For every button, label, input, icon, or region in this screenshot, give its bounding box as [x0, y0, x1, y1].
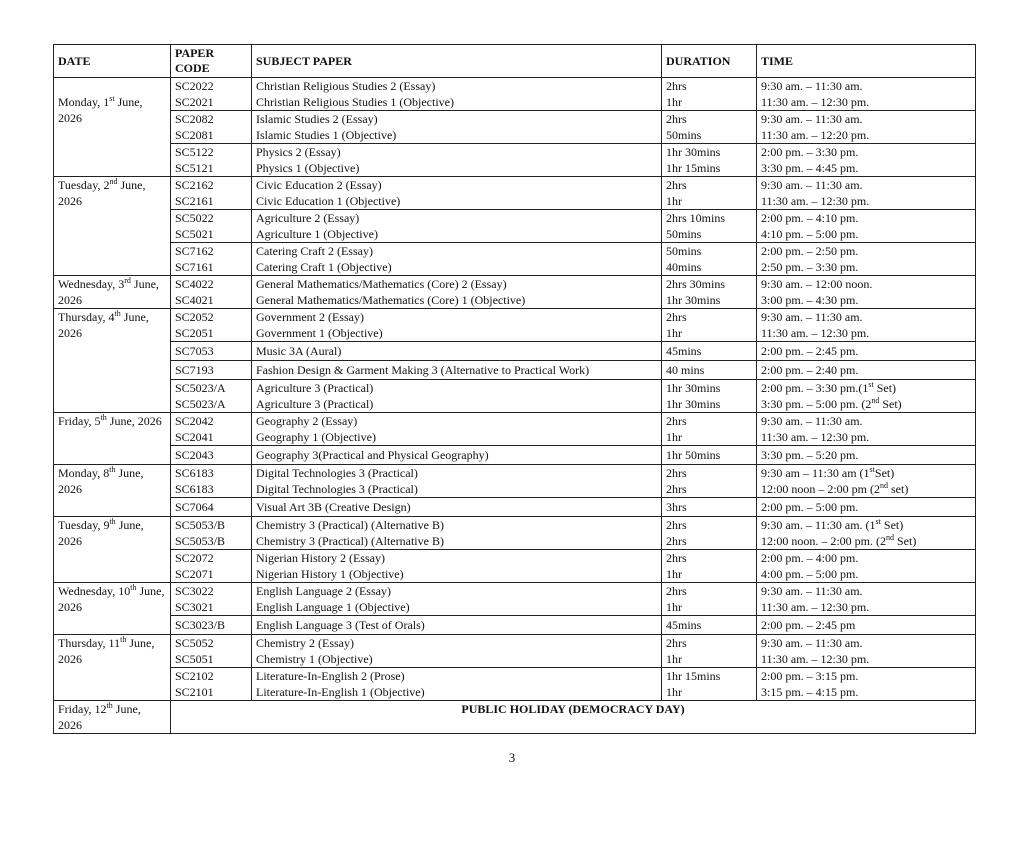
paper-code: SC3023/B: [175, 618, 226, 632]
exam-time: 2:00 pm. – 3:30 pm.: [761, 145, 859, 159]
table-row: [54, 210, 976, 243]
paper-code: SC2071: [175, 567, 214, 581]
exam-time-cell: [757, 210, 976, 243]
exam-time: 9:30 am – 11:30 am (1stSet): [761, 465, 895, 480]
exam-time-cell: [757, 616, 976, 635]
paper-code-cell: [171, 342, 252, 361]
exam-time: 9:30 am. – 12:00 noon.: [761, 277, 873, 291]
duration: 2hrs: [666, 584, 687, 598]
duration: 1hr 30mins: [666, 397, 721, 411]
exam-time: 9:30 am. – 11:30 am.: [761, 112, 863, 126]
paper-code-cell: [171, 177, 252, 210]
table-row: [54, 413, 976, 446]
timetable-body: [54, 78, 976, 734]
table-row: [54, 380, 976, 413]
exam-time-cell: [757, 517, 976, 550]
duration-cell: [662, 111, 757, 144]
paper-code: SC6183: [175, 466, 214, 480]
table-row: [54, 177, 976, 210]
exam-time: 4:00 pm. – 5:00 pm.: [761, 567, 859, 581]
exam-time-cell: [757, 583, 976, 616]
table-row: [54, 78, 976, 111]
duration: 1hr: [666, 326, 682, 340]
subject-paper: English Language 3 (Test of Orals): [256, 618, 425, 632]
exam-time: 3:30 pm. – 5:00 pm. (2nd Set): [761, 396, 902, 411]
paper-code: SC2042: [175, 414, 214, 428]
paper-code-cell: [171, 210, 252, 243]
holiday-row: [54, 701, 976, 734]
table-row: [54, 550, 976, 583]
duration: 2hrs: [666, 518, 687, 532]
subject-paper: Islamic Studies 2 (Essay): [256, 112, 378, 126]
exam-time-cell: [757, 635, 976, 668]
exam-time: 9:30 am. – 11:30 am.: [761, 310, 863, 324]
paper-code: SC5121: [175, 161, 214, 175]
duration: 2hrs: [666, 551, 687, 565]
subject-paper-cell: [252, 309, 662, 342]
table-row: [54, 243, 976, 276]
duration: 1hr 30mins: [666, 145, 721, 159]
subject-paper: Civic Education 2 (Essay): [256, 178, 382, 192]
duration-cell: [662, 583, 757, 616]
paper-code-cell: [171, 380, 252, 413]
table-row: [54, 616, 976, 635]
exam-time: 2:00 pm. – 4:10 pm.: [761, 211, 859, 225]
subject-paper-cell: [252, 668, 662, 701]
duration: 1hr: [666, 600, 682, 614]
paper-code-cell: [171, 413, 252, 446]
subject-paper: Digital Technologies 3 (Practical): [256, 482, 418, 496]
paper-code: SC2021: [175, 95, 214, 109]
paper-code: SC5053/B: [175, 534, 226, 548]
subject-paper-cell: [252, 517, 662, 550]
paper-code-cell: [171, 361, 252, 380]
paper-code-cell: [171, 309, 252, 342]
paper-code: SC2052: [175, 310, 214, 324]
paper-code-cell: [171, 583, 252, 616]
public-holiday-label: PUBLIC HOLIDAY (DEMOCRACY DAY): [171, 701, 976, 734]
duration: 3hrs: [666, 500, 687, 514]
subject-paper: Catering Craft 2 (Essay): [256, 244, 373, 258]
duration: 50mins: [666, 128, 702, 142]
paper-code: SC7161: [175, 260, 214, 274]
paper-code: SC5053/B: [175, 518, 226, 532]
paper-code: SC2081: [175, 128, 214, 142]
duration: 1hr: [666, 194, 682, 208]
header-paper-code: PAPER CODE: [171, 45, 252, 78]
subject-paper: Visual Art 3B (Creative Design): [256, 500, 411, 514]
exam-time: 2:00 pm. – 2:40 pm.: [761, 363, 859, 377]
exam-date: Friday, 5th June, 2026: [54, 413, 171, 465]
duration: 1hr: [666, 430, 682, 444]
subject-paper: Chemistry 3 (Practical) (Alternative B): [256, 518, 444, 532]
paper-code: SC5052: [175, 636, 214, 650]
subject-paper: Geography 1 (Objective): [256, 430, 376, 444]
table-row: [54, 342, 976, 361]
exam-time: 2:00 pm. – 2:45 pm.: [761, 344, 859, 358]
duration: 50mins: [666, 227, 702, 241]
exam-time: 2:00 pm. – 3:15 pm.: [761, 669, 859, 683]
paper-code-cell: [171, 668, 252, 701]
exam-time: 2:50 pm. – 3:30 pm.: [761, 260, 859, 274]
exam-time: 2:00 pm. – 2:50 pm.: [761, 244, 859, 258]
duration-cell: [662, 276, 757, 309]
exam-time: 9:30 am. – 11:30 am.: [761, 636, 863, 650]
duration-cell: [662, 550, 757, 583]
exam-time-cell: [757, 465, 976, 498]
subject-paper: Government 1 (Objective): [256, 326, 383, 340]
subject-paper: Government 2 (Essay): [256, 310, 364, 324]
exam-time-cell: [757, 144, 976, 177]
exam-time-cell: [757, 243, 976, 276]
exam-time: 4:10 pm. – 5:00 pm.: [761, 227, 859, 241]
duration: 50mins: [666, 244, 702, 258]
duration-cell: [662, 517, 757, 550]
paper-code: SC2162: [175, 178, 214, 192]
paper-code: SC5023/A: [175, 397, 226, 411]
exam-time-cell: [757, 111, 976, 144]
subject-paper: Agriculture 1 (Objective): [256, 227, 378, 241]
exam-time-cell: [757, 361, 976, 380]
paper-code: SC5021: [175, 227, 214, 241]
subject-paper: Physics 2 (Essay): [256, 145, 341, 159]
paper-code-cell: [171, 550, 252, 583]
subject-paper: English Language 2 (Essay): [256, 584, 391, 598]
header-date: DATE: [54, 45, 171, 78]
duration: 1hr 50mins: [666, 448, 721, 462]
duration-cell: [662, 380, 757, 413]
subject-paper: English Language 1 (Objective): [256, 600, 410, 614]
exam-time: 11:30 am. – 12:30 pm.: [761, 326, 870, 340]
table-row: [54, 465, 976, 498]
duration-cell: [662, 361, 757, 380]
subject-paper: Fashion Design & Garment Making 3 (Alternative to Practical Work): [256, 363, 590, 377]
duration-cell: [662, 342, 757, 361]
duration-cell: [662, 413, 757, 446]
exam-time: 12:00 noon. – 2:00 pm. (2nd Set): [761, 533, 917, 548]
exam-time: 11:30 am. – 12:30 pm.: [761, 600, 870, 614]
exam-time-cell: [757, 446, 976, 465]
duration: 1hr 15mins: [666, 669, 721, 683]
subject-paper: Chemistry 2 (Essay): [256, 636, 354, 650]
exam-date: Wednesday, 3rd June, 2026: [54, 276, 171, 309]
exam-time: 3:30 pm. – 5:20 pm.: [761, 448, 859, 462]
exam-time: 3:30 pm. – 4:45 pm.: [761, 161, 859, 175]
exam-time: 12:00 noon – 2:00 pm (2nd set): [761, 481, 909, 496]
duration-cell: [662, 465, 757, 498]
duration: 1hr: [666, 95, 682, 109]
duration: 1hr: [666, 652, 682, 666]
duration: 45mins: [666, 344, 702, 358]
exam-time: 11:30 am. – 12:30 pm.: [761, 95, 870, 109]
paper-code: SC3022: [175, 584, 214, 598]
duration: 2hrs: [666, 482, 687, 496]
paper-code: SC2051: [175, 326, 214, 340]
exam-date: Tuesday, 9th June, 2026: [54, 517, 171, 583]
exam-time: 11:30 am. – 12:20 pm.: [761, 128, 870, 142]
exam-time-cell: [757, 668, 976, 701]
subject-paper-cell: [252, 446, 662, 465]
duration-cell: [662, 668, 757, 701]
subject-paper-cell: [252, 243, 662, 276]
subject-paper-cell: [252, 361, 662, 380]
paper-code: SC2043: [175, 448, 214, 462]
exam-date: Monday, 8th June, 2026: [54, 465, 171, 517]
exam-time: 11:30 am. – 12:30 pm.: [761, 430, 870, 444]
paper-code: SC5022: [175, 211, 214, 225]
subject-paper: Literature-In-English 2 (Prose): [256, 669, 405, 683]
exam-date: Wednesday, 10th June, 2026: [54, 583, 171, 635]
duration: 2hrs: [666, 414, 687, 428]
duration: 2hrs: [666, 466, 687, 480]
paper-code-cell: [171, 498, 252, 517]
paper-code: SC7053: [175, 344, 214, 358]
exam-time: 9:30 am. – 11:30 am.: [761, 79, 863, 93]
exam-time: 11:30 am. – 12:30 pm.: [761, 652, 870, 666]
duration: 2hrs: [666, 636, 687, 650]
exam-time: 9:30 am. – 11:30 am.: [761, 414, 863, 428]
subject-paper-cell: [252, 210, 662, 243]
duration: 1hr 30mins: [666, 381, 721, 395]
exam-time: 2:00 pm. – 5:00 pm.: [761, 500, 859, 514]
paper-code-cell: [171, 616, 252, 635]
subject-paper-cell: [252, 413, 662, 446]
exam-time-cell: [757, 309, 976, 342]
exam-time-cell: [757, 177, 976, 210]
duration: 1hr 30mins: [666, 293, 721, 307]
table-row: [54, 144, 976, 177]
subject-paper-cell: [252, 380, 662, 413]
subject-paper-cell: [252, 144, 662, 177]
subject-paper: Literature-In-English 1 (Objective): [256, 685, 425, 699]
duration-cell: [662, 446, 757, 465]
duration-cell: [662, 177, 757, 210]
page-number: 3: [508, 750, 516, 765]
paper-code: SC6183: [175, 482, 214, 496]
paper-code-cell: [171, 243, 252, 276]
duration-cell: [662, 498, 757, 517]
subject-paper-cell: [252, 583, 662, 616]
duration: 1hr 15mins: [666, 161, 721, 175]
paper-code-cell: [171, 276, 252, 309]
paper-code: SC2161: [175, 194, 214, 208]
paper-code: SC4021: [175, 293, 214, 307]
subject-paper-cell: [252, 342, 662, 361]
exam-time: 3:00 pm. – 4:30 pm.: [761, 293, 859, 307]
header-time: TIME: [757, 45, 976, 78]
subject-paper-cell: [252, 111, 662, 144]
paper-code: SC2101: [175, 685, 214, 699]
subject-paper: Civic Education 1 (Objective): [256, 194, 401, 208]
table-row: [54, 635, 976, 668]
table-row: [54, 517, 976, 550]
duration: 40mins: [666, 260, 702, 274]
duration-cell: [662, 210, 757, 243]
subject-paper: Geography 2 (Essay): [256, 414, 358, 428]
paper-code-cell: [171, 517, 252, 550]
paper-code: SC7064: [175, 500, 214, 514]
paper-code-cell: [171, 446, 252, 465]
duration: 40 mins: [666, 363, 705, 377]
exam-time-cell: [757, 342, 976, 361]
subject-paper-cell: [252, 177, 662, 210]
subject-paper: Christian Religious Studies 2 (Essay): [256, 79, 436, 93]
header-duration: DURATION: [662, 45, 757, 78]
paper-code: SC2082: [175, 112, 214, 126]
subject-paper-cell: [252, 550, 662, 583]
exam-time-cell: [757, 276, 976, 309]
duration: 2hrs 30mins: [666, 277, 726, 291]
duration-cell: [662, 243, 757, 276]
exam-time-cell: [757, 413, 976, 446]
table-header-row: [54, 45, 976, 78]
exam-time: 11:30 am. – 12:30 pm.: [761, 194, 870, 208]
paper-code: SC7162: [175, 244, 214, 258]
exam-time: 3:15 pm. – 4:15 pm.: [761, 685, 859, 699]
table-row: [54, 446, 976, 465]
subject-paper-cell: [252, 276, 662, 309]
exam-timetable: [53, 44, 976, 734]
subject-paper: Chemistry 1 (Objective): [256, 652, 373, 666]
duration: 2hrs: [666, 310, 687, 324]
exam-date: Friday, 12th June, 2026: [54, 701, 171, 734]
subject-paper: General Mathematics/Mathematics (Core) 1 (Objective): [256, 293, 526, 307]
subject-paper: Agriculture 2 (Essay): [256, 211, 360, 225]
subject-paper: General Mathematics/Mathematics (Core) 2 (Essay): [256, 277, 507, 291]
subject-paper: Digital Technologies 3 (Practical): [256, 466, 418, 480]
paper-code: SC2072: [175, 551, 214, 565]
paper-code-cell: [171, 144, 252, 177]
duration: 1hr: [666, 567, 682, 581]
header-subject: SUBJECT PAPER: [252, 45, 662, 78]
table-row: [54, 583, 976, 616]
subject-paper: Nigerian History 1 (Objective): [256, 567, 404, 581]
paper-code: SC2022: [175, 79, 214, 93]
exam-date: Thursday, 4th June, 2026: [54, 309, 171, 413]
exam-time: 2:00 pm. – 4:00 pm.: [761, 551, 859, 565]
duration: 2hrs: [666, 534, 687, 548]
subject-paper-cell: [252, 616, 662, 635]
exam-time-cell: [757, 550, 976, 583]
paper-code: SC5023/A: [175, 381, 226, 395]
table-row: [54, 668, 976, 701]
duration-cell: [662, 144, 757, 177]
subject-paper: Catering Craft 1 (Objective): [256, 260, 392, 274]
exam-time-cell: [757, 380, 976, 413]
subject-paper: Agriculture 3 (Practical): [256, 397, 374, 411]
table-row: [54, 276, 976, 309]
paper-code: SC5051: [175, 652, 214, 666]
exam-time: 9:30 am. – 11:30 am.: [761, 584, 863, 598]
paper-code: SC5122: [175, 145, 214, 159]
exam-time: 9:30 am. – 11:30 am.: [761, 178, 863, 192]
subject-paper: Nigerian History 2 (Essay): [256, 551, 385, 565]
table-row: [54, 309, 976, 342]
duration-cell: [662, 78, 757, 111]
exam-time-cell: [757, 498, 976, 517]
table-row: [54, 111, 976, 144]
paper-code-cell: [171, 465, 252, 498]
paper-code: SC2041: [175, 430, 214, 444]
paper-code-cell: [171, 78, 252, 111]
subject-paper-cell: [252, 635, 662, 668]
duration: 45mins: [666, 618, 702, 632]
paper-code: SC4022: [175, 277, 214, 291]
paper-code: SC2102: [175, 669, 214, 683]
paper-code-cell: [171, 635, 252, 668]
duration: 1hr: [666, 685, 682, 699]
paper-code-cell: [171, 111, 252, 144]
exam-date: Monday, 1st June, 2026: [54, 78, 171, 177]
subject-paper-cell: [252, 498, 662, 517]
duration: 2hrs: [666, 178, 687, 192]
exam-time: 2:00 pm. – 2:45 pm: [761, 618, 856, 632]
subject-paper: Islamic Studies 1 (Objective): [256, 128, 397, 142]
subject-paper: Physics 1 (Objective): [256, 161, 360, 175]
duration-cell: [662, 309, 757, 342]
exam-time-cell: [757, 78, 976, 111]
subject-paper: Music 3A (Aural): [256, 344, 342, 358]
duration: 2hrs: [666, 112, 687, 126]
exam-date: Thursday, 11th June, 2026: [54, 635, 171, 701]
subject-paper: Agriculture 3 (Practical): [256, 381, 374, 395]
subject-paper: Christian Religious Studies 1 (Objective): [256, 95, 454, 109]
paper-code: SC7193: [175, 363, 214, 377]
duration-cell: [662, 635, 757, 668]
duration: 2hrs: [666, 79, 687, 93]
subject-paper-cell: [252, 465, 662, 498]
duration: 2hrs 10mins: [666, 211, 726, 225]
subject-paper-cell: [252, 78, 662, 111]
exam-time: 9:30 am. – 11:30 am. (1st Set): [761, 517, 904, 532]
subject-paper: Geography 3(Practical and Physical Geography): [256, 448, 489, 462]
exam-date: Tuesday, 2nd June, 2026: [54, 177, 171, 276]
duration-cell: [662, 616, 757, 635]
subject-paper: Chemistry 3 (Practical) (Alternative B): [256, 534, 444, 548]
exam-time: 2:00 pm. – 3:30 pm.(1st Set): [761, 380, 897, 395]
paper-code: SC3021: [175, 600, 214, 614]
table-row: [54, 498, 976, 517]
table-row: [54, 361, 976, 380]
